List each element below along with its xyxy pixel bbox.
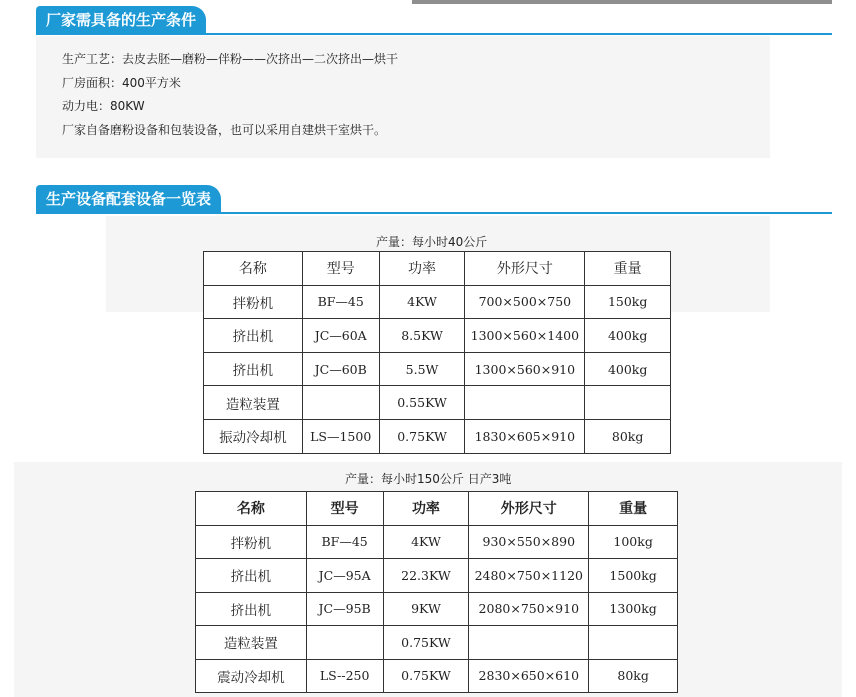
cell-dimensions: 2830×650×610 (469, 659, 589, 693)
cell-model: JC—95B (306, 592, 383, 626)
table-row (196, 659, 678, 693)
cell-name: 振动冷却机 (204, 419, 303, 453)
cell-dimensions: 930×550×890 (469, 525, 589, 559)
table1-caption: 产量：每小时40公斤 (376, 235, 488, 249)
equipment-table-150kg (195, 491, 678, 693)
table-row (204, 386, 671, 420)
table-row (204, 319, 671, 353)
table-row (196, 525, 678, 559)
table2-caption: 产量：每小时150公斤 日产3吨 (345, 472, 512, 486)
cell-name: 挤出机 (196, 592, 307, 626)
section-divider (36, 33, 832, 35)
cell-name: 造粒装置 (204, 386, 303, 420)
cell-name: 造粒装置 (196, 626, 307, 660)
equipment-table-40kg (203, 251, 671, 454)
cell-dimensions: 700×500×750 (465, 285, 585, 319)
cell-name: 挤出机 (196, 559, 307, 593)
cell-power: 8.5KW (379, 319, 465, 353)
cell-dimensions: 2480×750×1120 (469, 559, 589, 593)
header-power: 功率 (379, 252, 465, 286)
cell-dimensions: 1300×560×1400 (465, 319, 585, 353)
cell-power: 5.5W (379, 352, 465, 386)
cell-dimensions: 2080×750×910 (469, 592, 589, 626)
header-model: 型号 (302, 252, 379, 286)
section-header-conditions (36, 6, 832, 38)
table-row (196, 626, 678, 660)
header-name: 名称 (196, 492, 307, 526)
cell-dimensions (469, 626, 589, 660)
cell-model (306, 626, 383, 660)
cell-power: 0.55KW (379, 386, 465, 420)
condition-note: 厂家自备磨粉设备和包装设备，也可以采用自建烘干室烘干。 (62, 122, 387, 137)
cell-model: BF—45 (302, 285, 379, 319)
cell-dimensions: 1300×560×910 (465, 352, 585, 386)
header-model: 型号 (306, 492, 383, 526)
cell-weight: 400kg (585, 352, 671, 386)
cell-power: 9KW (383, 592, 469, 626)
cell-model: JC—95A (306, 559, 383, 593)
header-weight: 重量 (589, 492, 678, 526)
table-header-row (196, 492, 678, 526)
cell-name: 震动冷却机 (196, 659, 307, 693)
cell-model: JC—60B (302, 352, 379, 386)
cell-weight: 80kg (585, 419, 671, 453)
header-weight: 重量 (585, 252, 671, 286)
cell-power: 22.3KW (383, 559, 469, 593)
cell-weight: 1500kg (589, 559, 678, 593)
cell-weight: 1300kg (589, 592, 678, 626)
table-row (196, 592, 678, 626)
cell-power: 0.75KW (383, 659, 469, 693)
condition-power: 动力电：80KW (62, 99, 145, 113)
cell-weight (589, 626, 678, 660)
cell-power: 4KW (383, 525, 469, 559)
cell-power: 4KW (379, 285, 465, 319)
cell-dimensions (465, 386, 585, 420)
cell-power: 0.75KW (379, 419, 465, 453)
cell-power: 0.75KW (383, 626, 469, 660)
conditions-list (62, 48, 398, 142)
header-dimensions: 外形尺寸 (469, 492, 589, 526)
cell-name: 挤出机 (204, 352, 303, 386)
cell-model (302, 386, 379, 420)
condition-process: 生产工艺：去皮去胚—磨粉—伴粉——次挤出—二次挤出—烘干 (62, 52, 399, 66)
table-header-row (204, 252, 671, 286)
cell-model: JC—60A (302, 319, 379, 353)
cell-name: 挤出机 (204, 319, 303, 353)
cell-weight: 100kg (589, 525, 678, 559)
cell-model: LS--250 (306, 659, 383, 693)
cell-model: LS—1500 (302, 419, 379, 453)
header-power: 功率 (383, 492, 469, 526)
table-row (204, 419, 671, 453)
condition-area: 厂房面积：400平方米 (62, 75, 181, 90)
table-row (204, 285, 671, 319)
section-header-equipment (36, 185, 832, 217)
cell-weight: 80kg (589, 659, 678, 693)
header-name: 名称 (204, 252, 303, 286)
section-divider (36, 212, 832, 214)
table-row (196, 559, 678, 593)
cell-name: 拌粉机 (196, 525, 307, 559)
top-image-edge (412, 0, 832, 4)
header-dimensions: 外形尺寸 (465, 252, 585, 286)
section-title: 生产设备配套设备一览表 (36, 185, 221, 213)
cell-weight (585, 386, 671, 420)
cell-name: 拌粉机 (204, 285, 303, 319)
section-title: 厂家需具备的生产条件 (36, 6, 206, 34)
cell-weight: 150kg (585, 285, 671, 319)
cell-model: BF—45 (306, 525, 383, 559)
cell-dimensions: 1830×605×910 (465, 419, 585, 453)
cell-weight: 400kg (585, 319, 671, 353)
table-row (204, 352, 671, 386)
